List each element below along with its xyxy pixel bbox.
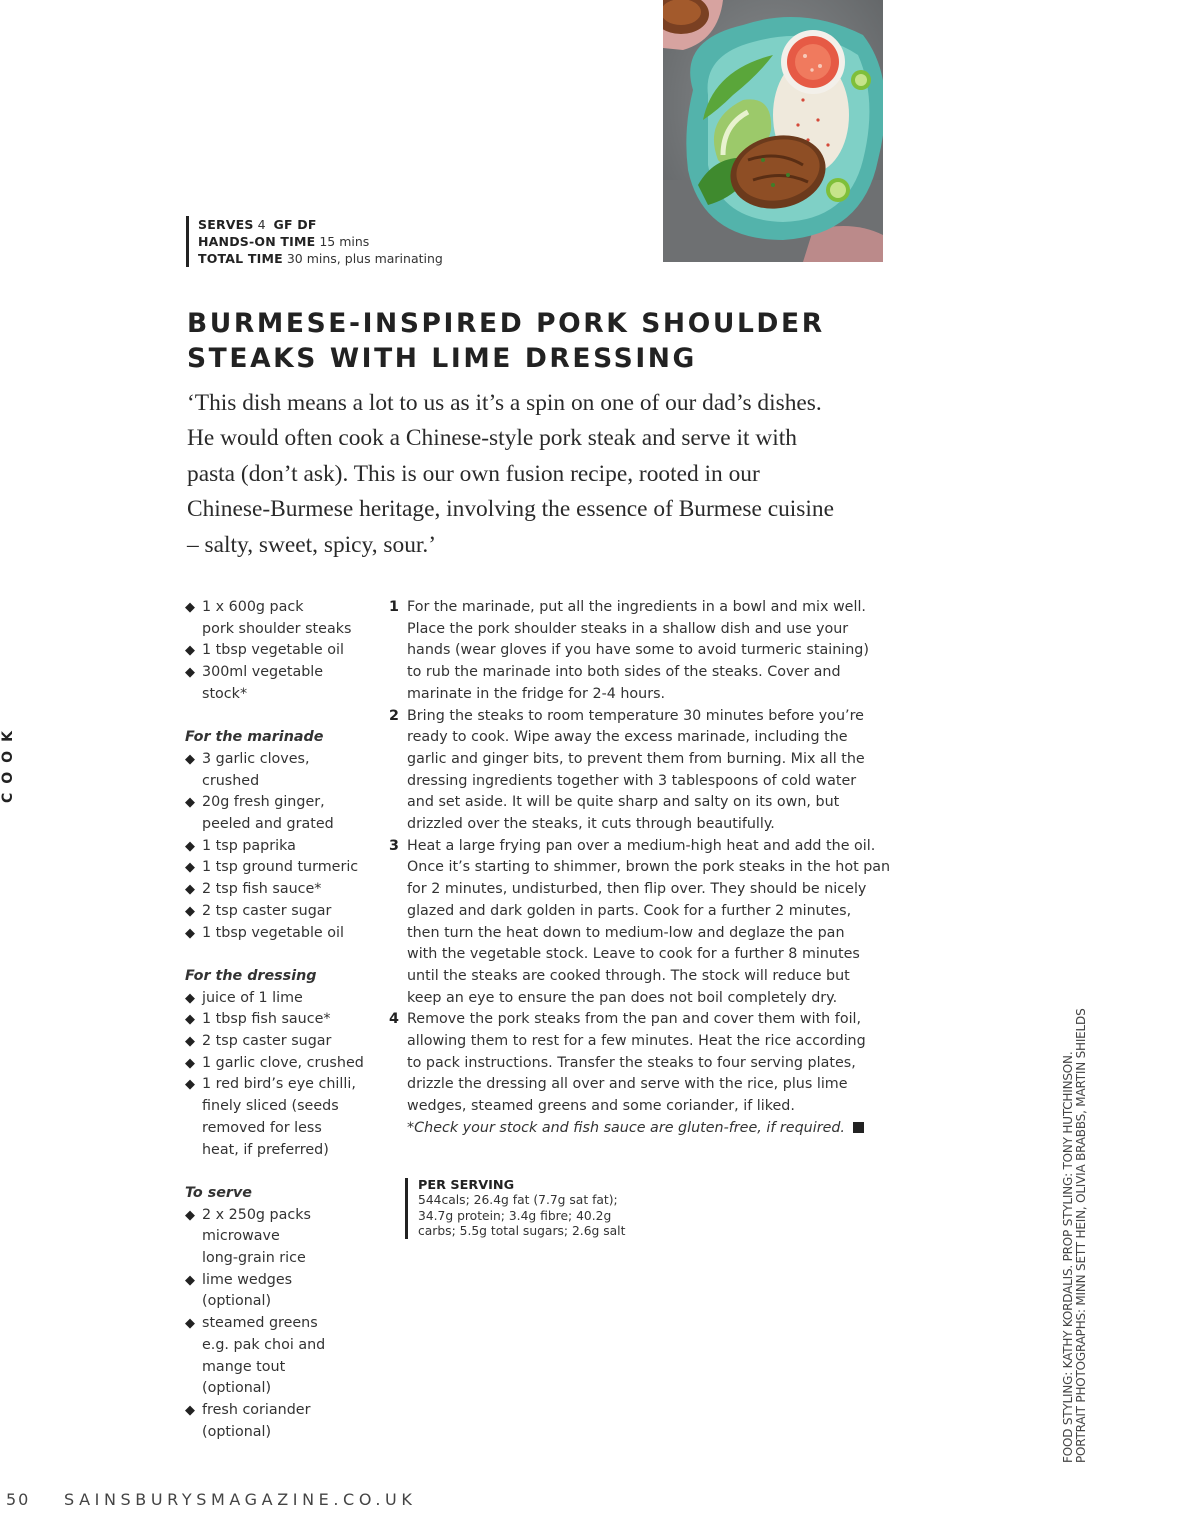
hands-on-label: HANDS-ON TIME <box>198 234 316 249</box>
diamond-bullet-icon: ◆ <box>185 1316 195 1332</box>
ingredient-text: 1 tbsp fish sauce* <box>202 1011 331 1028</box>
ingredient-text: 1 x 600g pack <box>202 599 304 615</box>
intro-line: ‘This dish means a lot to us as it’s a spin on one of our dad’s dishes. <box>187 390 822 416</box>
page-number: 50 <box>6 1490 31 1509</box>
ingredients-list <box>185 597 385 1465</box>
ingredient-text: 20g fresh ginger, <box>202 794 325 811</box>
ingredient-item <box>185 901 385 923</box>
ingredient-item <box>185 923 385 945</box>
ingredient-text: mange tout <box>202 1358 286 1375</box>
ingredient-text: 2 x 250g packs <box>202 1206 311 1223</box>
ingredient-text: lime wedges <box>202 1271 293 1288</box>
ingredient-item <box>185 1053 385 1075</box>
nutrition-line: carbs; 5.5g total sugars; 2.6g salt <box>418 1223 626 1238</box>
diamond-bullet-icon: ◆ <box>185 838 195 854</box>
diamond-bullet-icon: ◆ <box>185 795 195 811</box>
step-text: garlic and ginger bits, to prevent them from burning. Mix all the <box>407 750 865 767</box>
ingredient-item <box>185 836 385 858</box>
ingredient-text: (optional) <box>202 1380 272 1397</box>
step-number: 2 <box>389 707 399 724</box>
ingredient-item <box>185 1009 385 1031</box>
diamond-bullet-icon: ◆ <box>185 1272 195 1288</box>
step-text: Bring the steaks to room temperature 30 minutes before you’re <box>407 707 864 724</box>
ingredient-text: juice of 1 lime <box>202 989 303 1006</box>
ingredient-item <box>185 1205 385 1270</box>
step-text: Remove the pork steaks from the pan and cover them with foil, <box>407 1011 862 1028</box>
ingredient-text: fresh coriander <box>202 1401 311 1418</box>
method-step <box>389 706 889 836</box>
hands-on-value: 15 mins <box>319 234 370 249</box>
ingredient-text: long-grain rice <box>202 1250 306 1267</box>
ingredient-item <box>185 1270 385 1313</box>
recipe-title <box>187 306 887 376</box>
diamond-bullet-icon: ◆ <box>185 751 195 767</box>
ingredient-text: 3 garlic cloves, <box>202 750 310 767</box>
step-text: with the vegetable stock. Leave to cook for a further 8 minutes <box>407 946 860 963</box>
ingredient-item <box>185 1074 385 1161</box>
diamond-bullet-icon: ◆ <box>185 1207 195 1223</box>
ingredient-text: 1 tbsp vegetable oil <box>202 924 344 941</box>
ingredient-text: 2 tsp caster sugar <box>202 1033 332 1050</box>
intro-line: pasta (don’t ask). This is our own fusion recipe, rooted in our <box>187 460 760 487</box>
ingredient-text: removed for less <box>202 1119 322 1136</box>
dietary-tags: GF DF <box>273 217 317 232</box>
step-text: keep an eye to ensure the pan does not boil completely dry. <box>407 989 838 1006</box>
ingredient-item <box>185 597 385 640</box>
step-text: to rub the marinade into both sides of the steaks. Cover and <box>407 664 841 681</box>
step-text: for 2 minutes, undisturbed, then flip over. They should be nicely <box>407 881 867 898</box>
ingredient-text: 1 tsp paprika <box>202 837 296 854</box>
marinade-heading: For the marinade <box>185 729 324 746</box>
ingredient-item <box>185 640 385 662</box>
intro-line: He would often cook a Chinese-style pork steak and serve it with <box>187 425 797 452</box>
ingredients-dressing <box>185 966 385 1161</box>
ingredient-item <box>185 857 385 879</box>
serves-value: 4 <box>257 217 266 232</box>
ingredient-text: microwave <box>202 1228 280 1245</box>
section-label-text: COOK <box>0 722 16 803</box>
step-text: dressing ingredients together with 3 tablespoons of cold water <box>407 772 857 789</box>
hands-on-row <box>198 233 443 250</box>
step-text: then turn the heat down to medium-low and deglaze the pan <box>407 924 845 941</box>
dish-illustration <box>663 0 883 262</box>
step-text: until the steaks are cooked through. The stock will reduce but <box>407 967 850 984</box>
page-footer <box>6 1490 416 1509</box>
ingredient-text: 300ml vegetable <box>202 664 324 681</box>
step-text: allowing them to rest for a few minutes. Heat the rice according <box>407 1033 866 1050</box>
method-note <box>389 1118 889 1140</box>
ingredient-item <box>185 662 385 705</box>
diamond-bullet-icon: ◆ <box>185 860 195 876</box>
ingredient-text: (optional) <box>202 1423 272 1440</box>
ingredient-item <box>185 1313 385 1400</box>
step-text: Place the pork shoulder steaks in a shallow dish and use your <box>407 620 849 637</box>
credits-line-1: FOOD STYLING: KATHY KORDALIS. PROP STYLING: TONY HUTCHINSON. <box>1061 1051 1075 1463</box>
serves-label: SERVES <box>198 217 254 232</box>
ingredient-text: stock* <box>202 685 248 702</box>
diamond-bullet-icon: ◆ <box>185 903 195 919</box>
ingredient-text: peeled and grated <box>202 816 334 833</box>
ingredient-item <box>185 792 385 835</box>
total-time-label: TOTAL TIME <box>198 251 283 266</box>
ingredient-item <box>185 988 385 1010</box>
ingredient-text: steamed greens <box>202 1315 318 1332</box>
ingredients-marinade <box>185 727 385 944</box>
ingredient-text: (optional) <box>202 1293 272 1310</box>
step-text: hands (wear gloves if you have some to avoid turmeric staining) <box>407 642 869 659</box>
ingredient-item <box>185 879 385 901</box>
intro-quote <box>187 386 907 563</box>
method-step <box>389 597 889 706</box>
ingredient-text: 2 tsp caster sugar <box>202 902 332 919</box>
website-link[interactable]: SAINSBURYSMAGAZINE.CO.UK <box>64 1490 417 1509</box>
step-text: For the marinade, put all the ingredients in a bowl and mix well. <box>407 599 866 615</box>
nutrition-line: 544cals; 26.4g fat (7.7g sat fat); <box>418 1193 618 1208</box>
diamond-bullet-icon: ◆ <box>185 1034 195 1050</box>
diamond-bullet-icon: ◆ <box>185 643 195 659</box>
title-line-2: STEAKS WITH LIME DRESSING <box>187 343 697 374</box>
step-text: drizzle the dressing all over and serve with the rice, plus lime <box>407 1076 848 1093</box>
recipe-meta <box>186 216 443 267</box>
method-note-text: *Check your stock and fish sauce are gluten-free, if required. <box>407 1119 845 1136</box>
serve-heading: To serve <box>185 1184 252 1201</box>
step-text: to pack instructions. Transfer the steaks to four serving plates, <box>407 1054 856 1071</box>
ingredient-text: crushed <box>202 772 260 789</box>
end-mark-icon <box>853 1122 864 1133</box>
method-step <box>389 1009 889 1118</box>
step-number: 3 <box>389 837 399 854</box>
diamond-bullet-icon: ◆ <box>185 925 195 941</box>
step-text: glazed and dark golden in parts. Cook for a further 2 minutes, <box>407 902 852 919</box>
serves-row <box>198 216 443 233</box>
step-number: 4 <box>389 1011 399 1028</box>
title-line-1: BURMESE-INSPIRED PORK SHOULDER <box>187 308 825 339</box>
step-number: 1 <box>389 599 399 615</box>
photo-credits <box>1062 958 1088 1463</box>
step-text: Heat a large frying pan over a medium-high heat and add the oil. <box>407 837 876 854</box>
nutrition-line: 34.7g protein; 3.4g fibre; 40.2g <box>418 1208 612 1223</box>
method-step <box>389 836 889 1010</box>
ingredient-text: pork shoulder steaks <box>202 620 352 637</box>
ingredient-text: heat, if preferred) <box>202 1141 329 1158</box>
nutrition-heading: PER SERVING <box>418 1178 515 1193</box>
ingredient-text: 2 tsp fish sauce* <box>202 881 322 898</box>
ingredient-text: 1 red bird’s eye chilli, <box>202 1076 356 1093</box>
intro-line: – salty, sweet, spicy, sour.’ <box>187 531 437 558</box>
diamond-bullet-icon: ◆ <box>185 1012 195 1028</box>
ingredient-item <box>185 1031 385 1053</box>
diamond-bullet-icon: ◆ <box>185 1402 195 1418</box>
ingredient-text: 1 tbsp vegetable oil <box>202 642 344 659</box>
diamond-bullet-icon: ◆ <box>185 1055 195 1071</box>
step-text: Once it’s starting to shimmer, brown the pork steaks in the hot pan <box>407 859 891 876</box>
diamond-bullet-icon: ◆ <box>185 1077 195 1093</box>
step-text: drizzled over the steaks, it cuts through beautifully. <box>407 816 775 833</box>
diamond-bullet-icon: ◆ <box>185 600 195 615</box>
intro-line: Chinese-Burmese heritage, involving the essence of Burmese cuisine <box>187 496 834 523</box>
diamond-bullet-icon: ◆ <box>185 990 195 1006</box>
total-time-row <box>198 250 443 267</box>
ingredient-text: finely sliced (seeds <box>202 1098 339 1115</box>
step-text: marinate in the fridge for 2-4 hours. <box>407 685 666 702</box>
ingredient-text: 1 garlic clove, crushed <box>202 1054 364 1071</box>
step-text: wedges, steamed greens and some coriander, if liked. <box>407 1098 795 1115</box>
total-time-value: 30 mins, plus marinating <box>286 251 443 266</box>
diamond-bullet-icon: ◆ <box>185 665 195 681</box>
recipe-photo <box>663 0 883 262</box>
ingredient-text: 1 tsp ground turmeric <box>202 859 359 876</box>
dressing-heading: For the dressing <box>185 967 317 984</box>
ingredients-main <box>185 597 385 706</box>
credits-line-2: PORTRAIT PHOTOGRAPHS: MINN SETT HEIN, OLIVIA BRABBS, MARTIN SHIELDS <box>1074 1008 1088 1463</box>
ingredient-item <box>185 749 385 792</box>
step-text: ready to cook. Wipe away the excess marinade, including the <box>407 729 848 746</box>
ingredients-serve <box>185 1183 385 1443</box>
method-steps <box>389 597 889 1140</box>
ingredient-item <box>185 1400 385 1443</box>
step-text: and set aside. It will be quite sharp and salty on its own, but <box>407 794 840 811</box>
nutrition-info <box>405 1178 658 1239</box>
ingredient-text: e.g. pak choi and <box>202 1336 326 1353</box>
diamond-bullet-icon: ◆ <box>185 882 195 898</box>
